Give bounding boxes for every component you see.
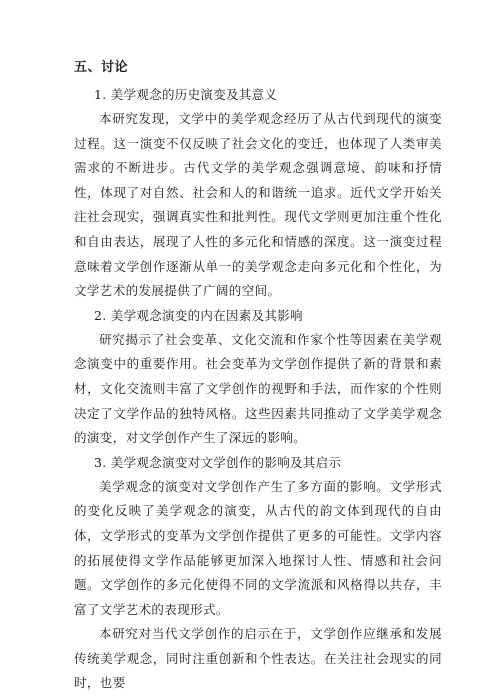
section-title: 五、讨论 — [74, 60, 129, 75]
subheading-3: 3. 美学观念演变对文学创作的影响及其启示 — [94, 454, 342, 470]
subheading-2: 2. 美学观念演变的内在因素及其影响 — [94, 307, 303, 323]
paragraph-3: 美学观念的演变对文学创作产生了多方面的影响。文学形式的变化反映了美学观念的演变，从古代的韵文体到现代的自由体，文学形式的变革为文学创作提供了更多的可能性。文学内容的拓展使得文学作品能够更加深入地探讨人性、情感和社会问题。文学创作的多元化使得不同的文学流派和风格得以共存，丰富了文学艺术的表现形式。 — [74, 478, 442, 617]
paragraph-1: 本研究发现，文学中的美学观念经历了从古代到现代的演变过程。这一演变不仅反映了社会文化的变迁，也体现了人类审美需求的不断进步。古代文学的美学观念强调意境、韵味和抒情性，体现了对自然、社会和人的和谐统一追求。近代文学开始关注社会现实，强调真实性和批判性。现代文学则更加注重个性化和自由表达，展现了人性的多元化和情感的深度。这一演变过程意味着文学创作逐渐从单一的美学观念走向多元化和个性化，为文学艺术的发展提供了广阔的空间。 — [74, 111, 442, 299]
paragraph-2: 研究揭示了社会变革、文化交流和作家个性等因素在美学观念演变中的重要作用。社会变革为文学创作提供了新的背景和素材，文化交流则丰富了文学创作的视野和手法，而作家的个性则决定了文学作品的独特风格。这些因素共同推动了文学美学观念的演变，对文学创作产生了深远的影响。 — [74, 331, 442, 446]
subheading-1: 1. 美学观念的历史演变及其意义 — [94, 87, 278, 102]
paragraph-4: 本研究对当代文学创作的启示在于，文学创作应继承和发展传统美学观念，同时注重创新和个性表达。在关注社会现实的同时，也要 — [74, 626, 442, 691]
